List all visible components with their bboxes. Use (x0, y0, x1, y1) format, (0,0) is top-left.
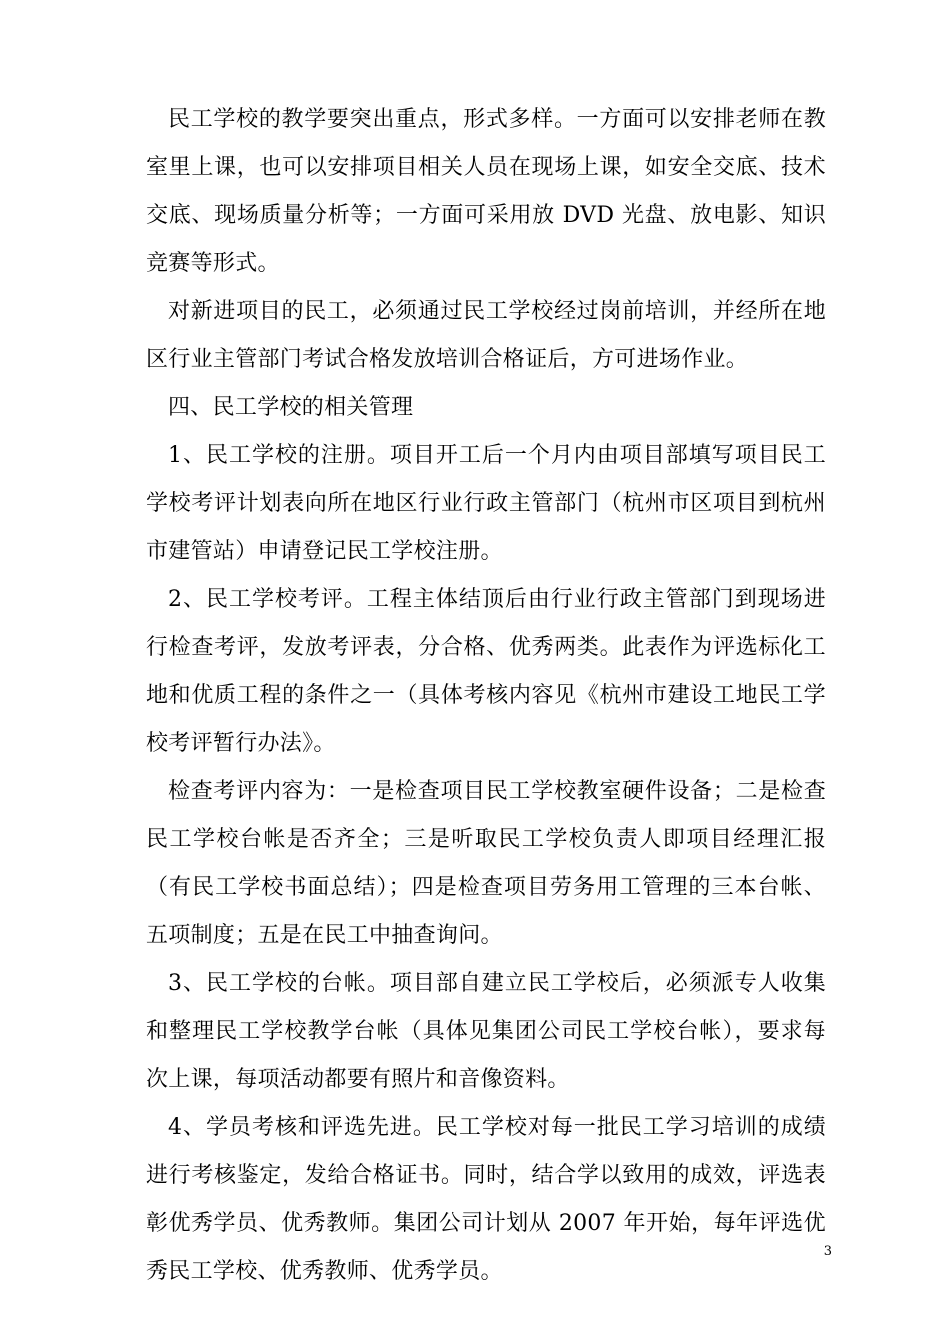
document-body (146, 96, 826, 1296)
page-number: 3 (823, 1244, 832, 1259)
paragraph-registration: 1、民工学校的注册。项目开工后一个月内由项目部填写项目民工学校考评计划表向所在地区行业行政主管部门（杭州市区项目到杭州市建管站）申请登记民工学校注册。 (146, 443, 826, 564)
paragraph-assessment: 4、学员考核和评选先进。民工学校对每一批民工学习培训的成绩进行考核鉴定，发给合格证书。同时，结合学以致用的成效，评选表彰优秀学员、优秀教师。集团公司计划从 2007 年开始，每年评选优秀民工学校、优秀教师、优秀学员。 (146, 1115, 826, 1284)
paragraph-records: 3、民工学校的台帐。项目部自建立民工学校后，必须派专人收集和整理民工学校教学台帐（具体见集团公司民工学校台帐），要求每次上课，每项活动都要有照片和音像资料。 (146, 971, 826, 1092)
paragraph-new-workers: 对新进项目的民工，必须通过民工学校经过岗前培训，并经所在地区行业主管部门考试合格发放培训合格证后，方可进场作业。 (146, 299, 826, 372)
section-heading: 四、民工学校的相关管理 (168, 395, 414, 420)
paragraph-evaluation-content: 检查考评内容为：一是检查项目民工学校教室硬件设备；二是检查民工学校台帐是否齐全；三是听取民工学校负责人即项目经理汇报（有民工学校书面总结）；四是检查项目劳务用工管理的三本台帐、五项制度；五是在民工中抽查询问。 (146, 779, 826, 948)
paragraph-teaching-format: 民工学校的教学要突出重点，形式多样。一方面可以安排老师在教室里上课，也可以安排项目相关人员在现场上课，如安全交底、技术交底、现场质量分析等；一方面可采用放 DVD 光盘、放电影、知识竞赛等形式。 (146, 107, 826, 276)
paragraph-evaluation: 2、民工学校考评。工程主体结顶后由行业行政主管部门到现场进行检查考评，发放考评表，分合格、优秀两类。此表作为评选标化工地和优质工程的条件之一（具体考核内容见《杭州市建设工地民工学校考评暂行办法》。 (146, 587, 826, 756)
